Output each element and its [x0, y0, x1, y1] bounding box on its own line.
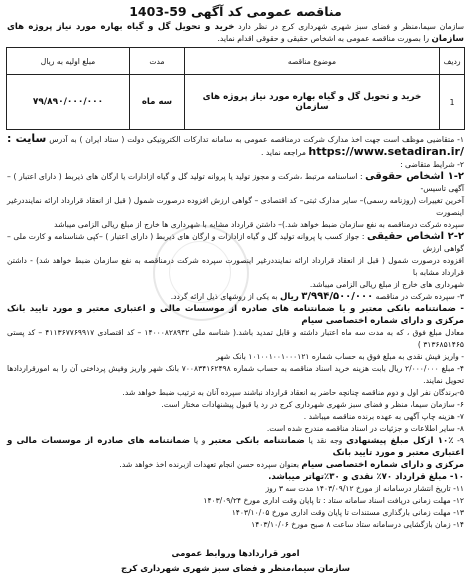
table-row — [7, 75, 465, 130]
clause-9-bold-1: ۱۰٪ ازکل مبلغ پیشنهادی — [346, 436, 454, 446]
intro-text: سازمان سیما،منظر و فضای سبز شهری شهرداری کرج در نظر دارد — [238, 22, 464, 31]
clause-9-bold-3: ضمانتنامه های صادره از موسسات مالی و اعتباری معتبر و مورد تایید بانک — [7, 436, 464, 458]
clause-2-2 — [7, 231, 464, 255]
clause-5: ۵-برندگان نفر اول و دوم مناقصه چنانچه حاضر به انعقاد قرارداد نباشند سپرده آنان به ترتیب ضبط خواهد شد. — [122, 388, 464, 397]
clause-11: ۱۱- تاریخ انتشار درسامانه از مورخ ۱۴۰۳/۰۹/۱۲ مدت سه ۳ روز — [265, 484, 464, 493]
intro-subject: خرید و تحویل گل و گیاه بهاره مورد نیاز پروژه های سازمان — [7, 22, 464, 44]
clause-4: ۴- مبلغ ۲/۰۰۰/۰۰۰ ریال بابت هزینه خرید اسناد مناقصه به حساب شماره ۷۰۰۸۳۴۱۶۲۴۹۸ بانک شهر واریز وفیش پرداختی آن را به امورقراردادها تحویل نمایند. — [7, 364, 464, 385]
clause-1-text: ۱- متقاضیی موظف است جهت اخذ مدارک شرکت درمناقصه عمومی به سامانه تدارکات الکترونیکی دولت ( ستاد ایران ) به آدرس — [49, 135, 464, 144]
clause-3-b: معادل مبلغ فوق ، که به مدت سه ماه اعتبار داشته و قابل تمدید باشد.( شناسه ملی ۱۴۰۰۰۸۲۸۹۴۲ – کد اقتصادی ۴۱۱۳۶۷۷۶۹۹۱۷ – کد پستی ۳۱۳۶۸۵۱۴۶۵ ) — [7, 328, 465, 349]
cell-subject: خرید و تحویل گل و گیاه بهاره مورد نیاز پروژه های سازمان — [185, 75, 440, 130]
conditions-body — [3, 133, 468, 531]
clause-9-line2-text: بعنوان سپرده حسن انجام تعهدات ازبرنده اخذ خواهد شد. — [119, 460, 299, 469]
signature-dept: امور قراردادها وروابط عمومی — [171, 549, 300, 559]
clause-2-2-line2: افزوده درصورت شمول ( قبل از انعقاد قرارداد ارائه نماینددرغیر اینصورت سپرده شرکت درمناقصه به نفع سازمان ضبط خواهد شد) - داشتن قرارداد مشابه با — [7, 256, 464, 277]
clause-9-mid-1: وجه نقد یا — [308, 436, 343, 445]
col-header-index: ردیف — [440, 48, 465, 75]
clause-9-bold-2: ضمانتنامه بانکی معتبر — [209, 436, 305, 446]
natural-persons-text: : جواز کسب یا پروانه تولید گل و گیاه ازادارات و ارگان های ذیربط ( دارای اعتبار ) –کپی شناسنامه و کارت ملی – گواهی ارزش — [7, 232, 464, 253]
clause-9-sham: مرکزی و دارای شماره اختصاصی سیام — [301, 460, 464, 470]
clause-3-a: - ضمانتنامه بانکی معتبر و یا ضمانتنامه های صادره از موسسات مالی و اعتباری معتبر و مورد تایید بانک مرکزی و دارای شماره اختصاصی سیام — [7, 304, 464, 326]
clause-9 — [7, 435, 464, 459]
site-label: سایت : — [7, 132, 47, 145]
deposit-amount: ۳/۹۹۴/۵۰۰/۰۰۰ — [301, 291, 374, 302]
signature-org: سازمان سیما،منظر و فضای سبز شهری شهرداری کرج — [120, 564, 351, 574]
clause-9-num: ۹- — [457, 436, 464, 445]
intro-text-post: را بصورت مناقصه — [372, 34, 430, 43]
clause-2-1-line3: سپرده شرکت درمناقصه به نفع سازمان ضبط خواهد شد.)– داشتن قرارداد مشابه با شهرداری ها خارج از مبلغ ریالی الزامی میباشد — [54, 220, 464, 229]
legal-persons-label: ۱-۲ اشخاص حقوقی — [365, 171, 464, 182]
cell-amount: ۷۹/۸۹۰/۰۰۰/۰۰۰ — [7, 75, 130, 130]
table-header-row — [7, 48, 465, 75]
clause-3 — [7, 291, 464, 303]
clause-2-1 — [7, 171, 464, 195]
cell-index: 1 — [440, 75, 465, 130]
tender-notice — [3, 3, 468, 573]
intro-line-2: عمومی به اشخاص حقیقی و حقوقی اقدام نماید. — [217, 34, 370, 43]
clause-9-line2 — [7, 459, 464, 471]
legal-persons-text: : اساسنامه مرتبط ،شرکت و مجوز تولید یا پروانه تولید گل و گیاه ازادارات یا ارگان های ذیربط ( دارای اعتبار ) – آگهی تاسیس- — [7, 172, 464, 193]
tender-table — [6, 47, 465, 130]
intro-paragraph — [3, 21, 468, 45]
clause-3-c: - واریز فیش نقدی به مبلغ فوق به حساب شماره ۱۰۱۰۰۱۰۰۱۰۰۰۱۲۱ بانک شهر — [216, 352, 464, 361]
clause-12: ۱۲- مهلت زمانی دریافت اسناد سامانه ستاد : تا پایان وقت اداری مورخ ۱۴۰۳/۰۹/۲۴ — [203, 496, 464, 505]
clause-3-text: ۳- سپرده شرکت در مناقصه — [375, 292, 464, 301]
clause-1 — [7, 133, 464, 159]
clause-8: ۸- سایر اطلاعات و جزئیات در اسناد مناقصه مندرج شده است. — [266, 424, 464, 433]
clause-6: ۶- سازمان سیما، منظر و فضای سبز شهری شهرداری کرج در رد یا قبول پیشنهادات مختار است. — [161, 400, 464, 409]
natural-persons-label: ۲-۲ اشخاص حقیقی — [366, 231, 464, 242]
clause-1-post: مراجعه نماید . — [261, 148, 306, 157]
cell-duration: سه ماه — [130, 75, 185, 130]
clause-13: ۱۳- مهلت زمانی بارگذاری مستندات تا پایان وقت اداری مورخ ۱۴۰۳/۱۰/۰۵ — [231, 508, 464, 517]
clause-3-post: به یکی از روشهای ذیل ارائه گردد. — [170, 292, 278, 301]
notice-title: مناقصه عمومی کد آگهی 59-1403 — [129, 4, 342, 19]
clause-10: ۱۰- مبلغ قرارداد ۷۰٪ نقدی و ۳۰٪تهاتر میباشد. — [268, 472, 464, 482]
col-header-amount: مبلغ اولیه به ریال — [7, 48, 130, 75]
deposit-unit: ریال — [279, 292, 299, 302]
col-header-duration: مدت — [130, 48, 185, 75]
col-header-subject: موضوع مناقصه — [185, 48, 440, 75]
clause-9-mid-2: و یا — [193, 436, 206, 445]
clause-2-2-line3: شهرداری های خارج از مبلغ ریالی الزامی میباشد. — [309, 280, 464, 289]
clause-14: ۱۴- زمان بازگشایی درسامانه ستاد ساعت ۸ صبح مورخ ۱۴۰۳/۱۰/۰۶ — [251, 520, 464, 529]
setad-link[interactable]: https://www.setadiran.ir/ — [308, 145, 464, 158]
clause-7: ۷- هزینه چاپ آگهی به عهده برنده مناقصه میباشد . — [303, 412, 464, 421]
signature-block — [3, 547, 468, 577]
clause-2: ۲- شرایط متقاضی : — [400, 160, 464, 169]
clause-2-1-line2: آخرین تغییرات (روزنامه رسمی)– سایر مدارک ثبتی– کد اقتصادی – گواهی ارزش افزوده درصورت شمول ( قبل از انعقاد قرارداد ارائه نماینددرغیر اینصورت — [7, 196, 464, 217]
